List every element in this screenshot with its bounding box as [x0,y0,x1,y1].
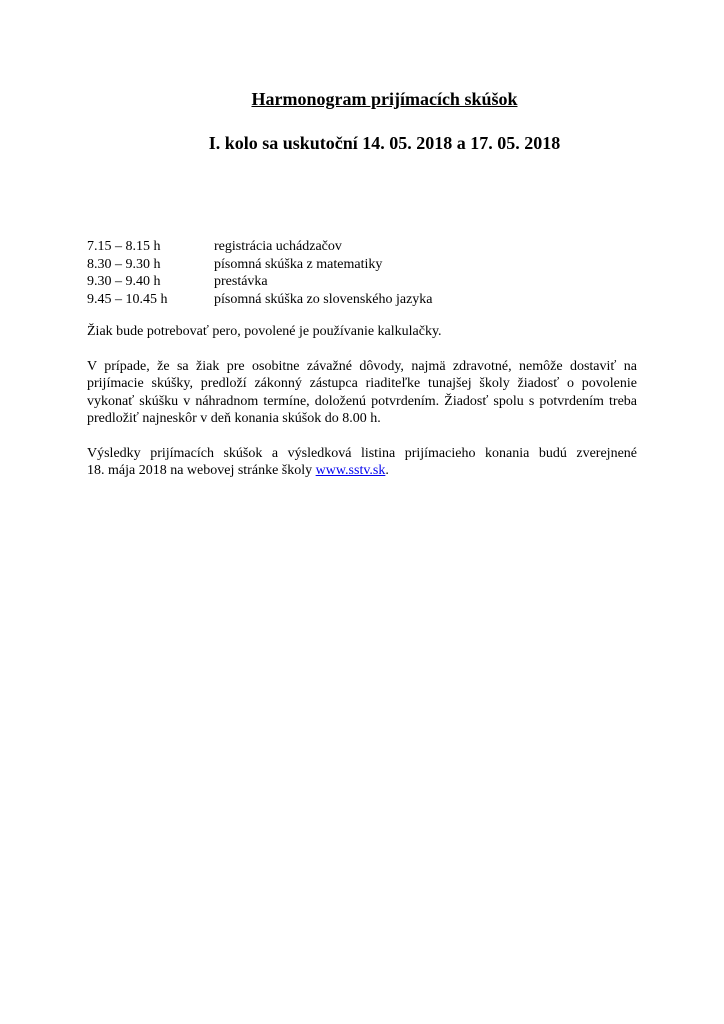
school-website-link[interactable]: www.sstv.sk [315,463,386,479]
schedule-activity: písomná skúška z matematiky [214,256,383,272]
paragraph-equipment: Žiak bude potrebovať pero, povolené je používanie kalkulačky. [87,324,442,339]
schedule-activity: registrácia uchádzačov [214,239,342,254]
paragraph-line: V prípade, že sa žiak pre osobitne závažné dôvody, najmä zdravotné, nemôže dostaviť na [87,359,637,374]
schedule-row [87,273,647,291]
paragraph-line: Výsledky prijímacích skúšok a výsledková listina prijímacieho konania budú zverejnené [87,446,637,461]
schedule-activity: prestávka [214,274,268,289]
paragraph-line: prijímacie skúšky, predloží zákonný zástupca riaditeľke tunajšej školy žiadosť o povolenie [87,376,637,392]
paragraph-results [87,445,637,480]
schedule-row [87,256,647,274]
paragraph-absence [87,358,637,427]
schedule-row [87,238,647,256]
document-subtitle: I. kolo sa uskutoční 14. 05. 2018 a 17. 05. 2018 [208,133,561,153]
schedule-time: 9.45 – 10.45 h [87,291,168,307]
document-title: Harmonogram prijímacích skúšok [251,89,518,109]
schedule-time: 7.15 – 8.15 h [87,239,161,254]
schedule-time: 8.30 – 9.30 h [87,256,161,272]
results-text: 18. mája 2018 na webovej stránke školy [87,463,316,479]
paragraph-line [87,462,637,479]
schedule-time: 9.30 – 9.40 h [87,274,161,289]
results-period: . [385,463,389,479]
paragraph-line: predložiť najneskôr v deň konania skúšok do 8.00 h. [87,410,381,426]
paragraph-line: vykonať skúšku v náhradnom termíne, doloženú potvrdením. Žiadosť spolu s potvrdením treba [87,393,637,409]
schedule-table [87,238,647,308]
schedule-activity: písomná skúška zo slovenského jazyka [214,291,433,307]
schedule-row [87,291,647,309]
